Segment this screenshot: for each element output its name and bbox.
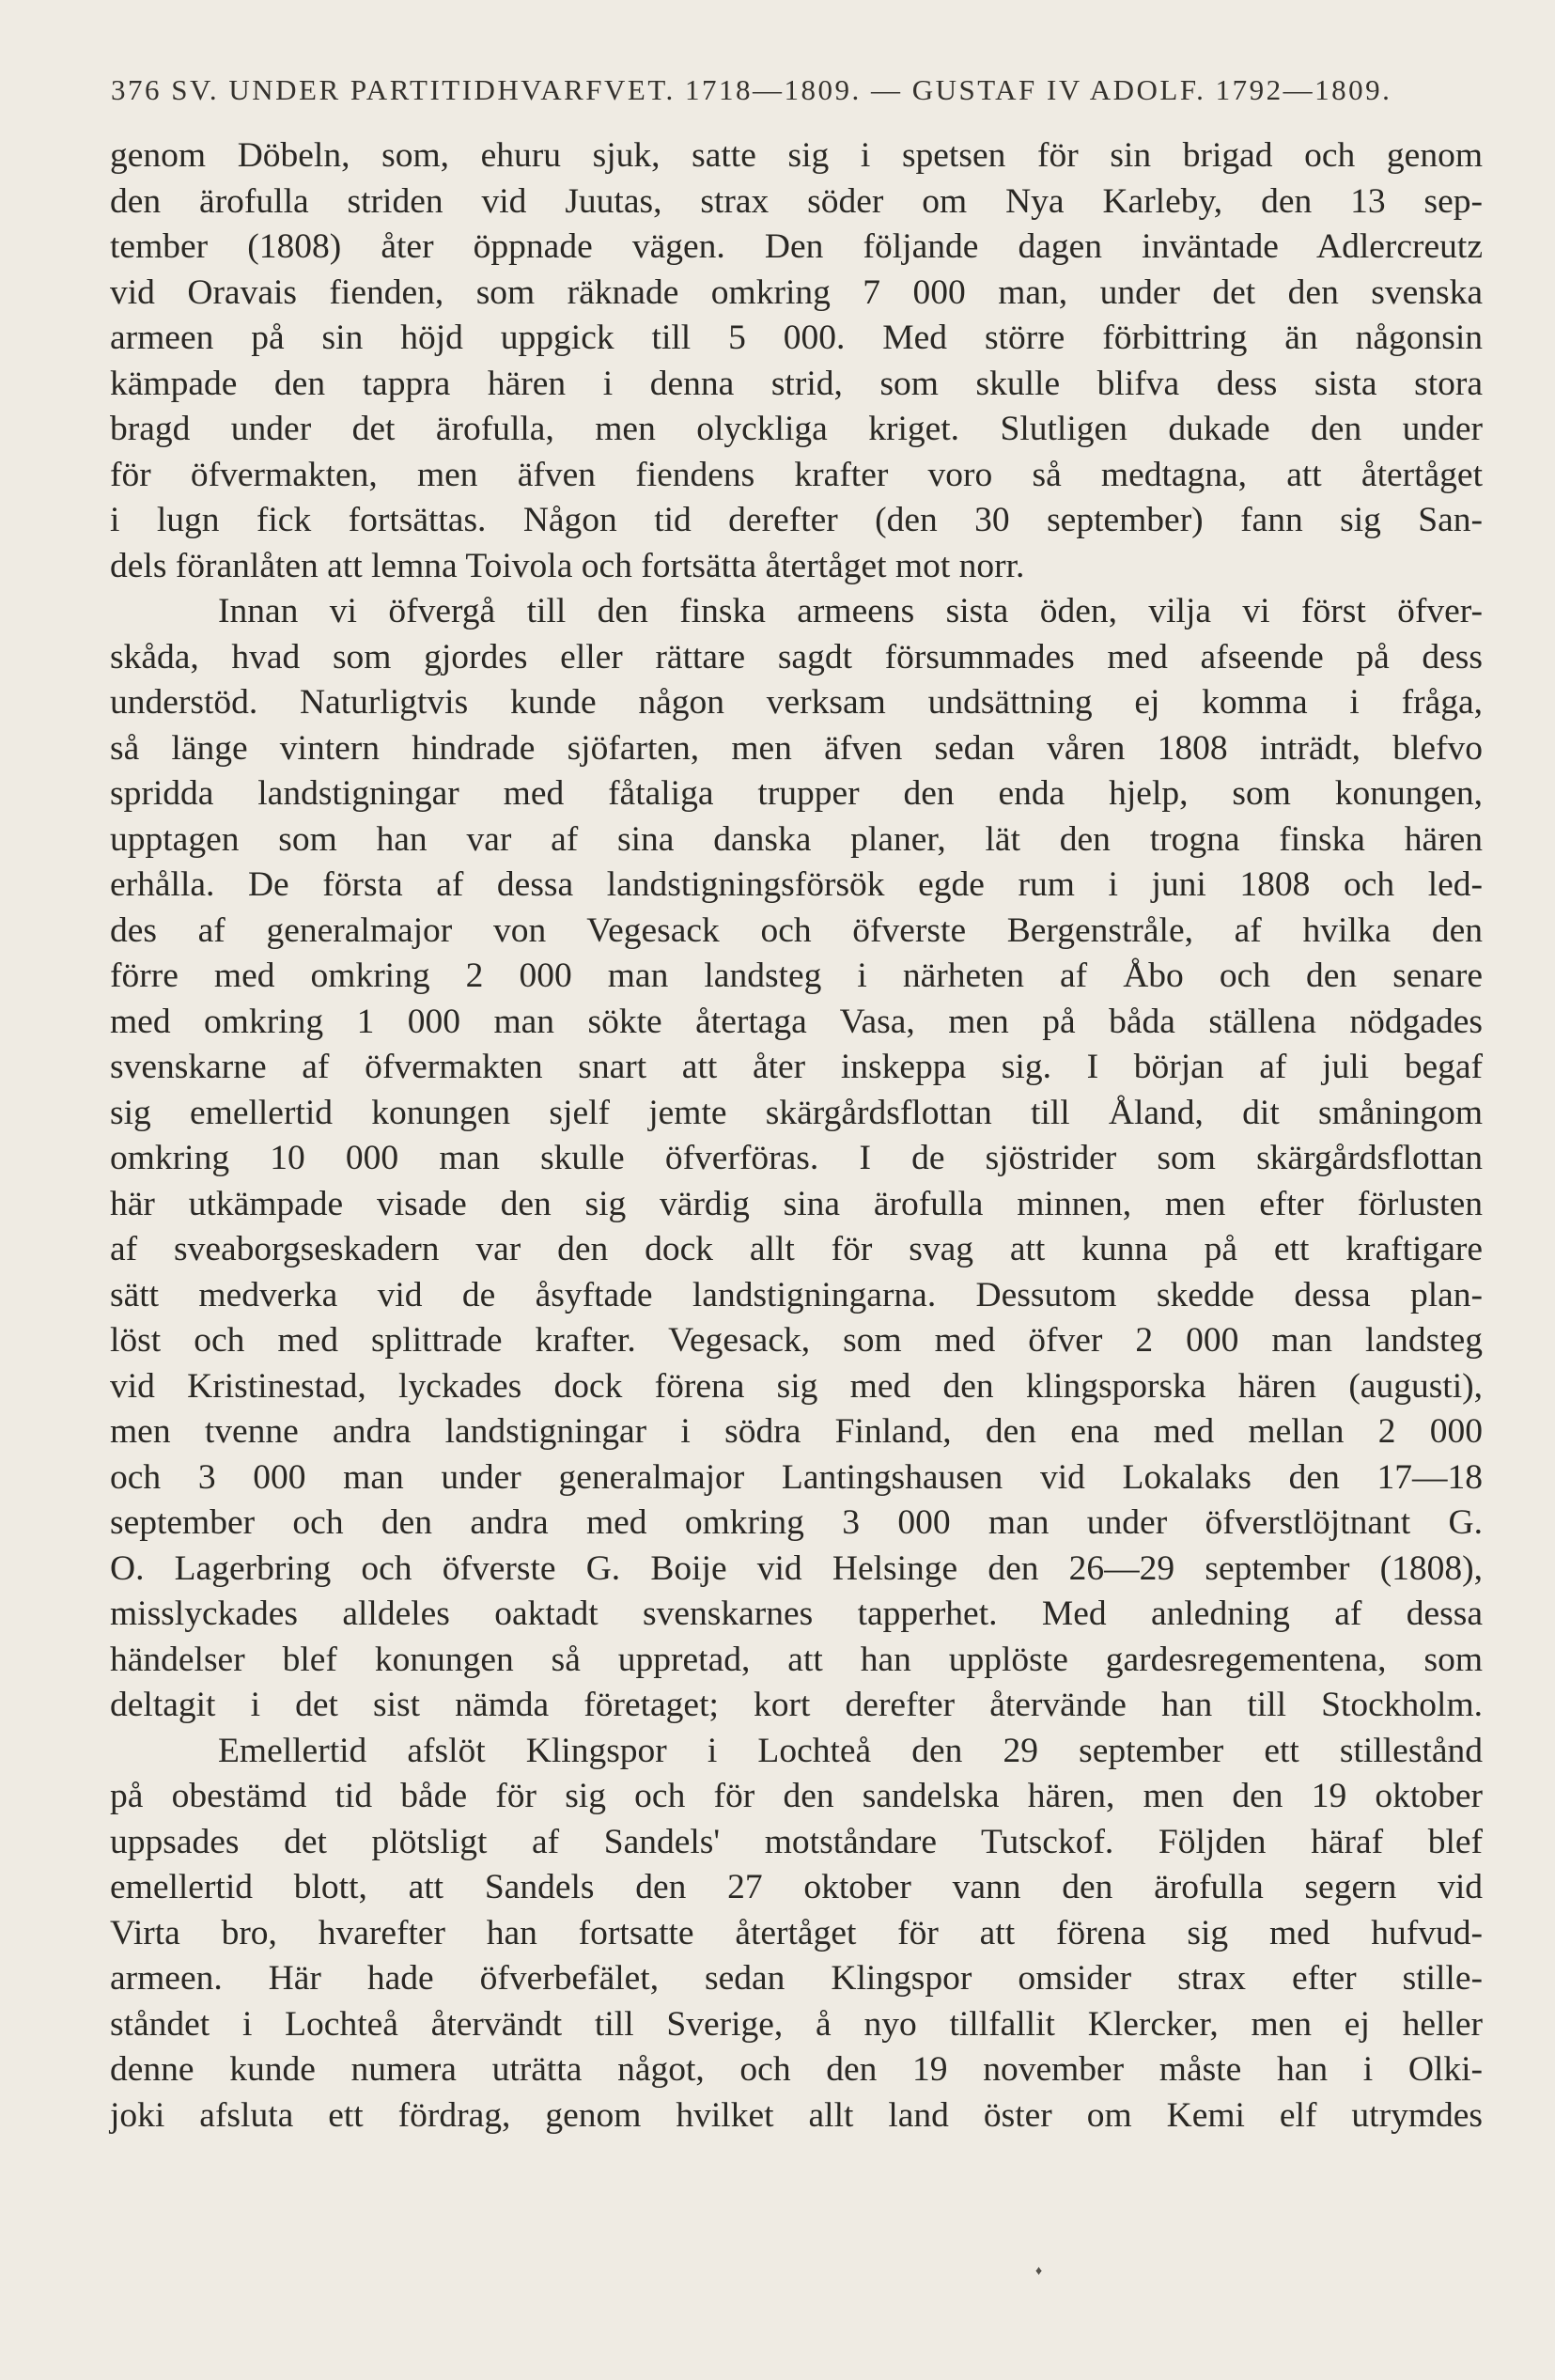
text-line: upptagen som han var af sina danska planer, lät den trogna finska hären — [110, 819, 1483, 859]
text-line: deltagit i det sist nämda företaget; kort derefter återvände han till Stockholm. — [110, 1686, 1483, 1724]
text-line: dels föranlåten att lemna Toivola och fortsätta återtåget mot norr. — [110, 546, 1025, 585]
text-line: den ärofulla striden vid Juutas, strax söder om Nya Karleby, den 13 sep- — [110, 181, 1483, 221]
text-line: vid Kristinestad, lyckades dock förena sig med den klingsporska hären (augusti), — [110, 1366, 1483, 1406]
text-line: Virta bro, hvarefter han fortsatte återtåget för att förena sig med hufvud- — [110, 1913, 1483, 1952]
text-line: och 3 000 man under generalmajor Lantingshausen vid Lokalaks den 17—18 — [110, 1457, 1483, 1497]
text-line: misslyckades alldeles oaktadt svenskarnes tapperhet. Med anledning af dessa — [110, 1594, 1483, 1633]
text-line: joki afsluta ett fördrag, genom hvilket allt land öster om Kemi elf utrymdes — [110, 2095, 1483, 2135]
text-line: ståndet i Lochteå återvändt till Sverige, å nyo tillfallit Klercker, men ej heller — [110, 2004, 1483, 2044]
text-line: sätt medverka vid de åsyftade landstigningarna. Dessutom skedde dessa plan- — [110, 1275, 1483, 1314]
text-line: armeen. Här hade öfverbefälet, sedan Klingspor omsider strax efter stille- — [110, 1959, 1483, 1998]
running-head: 376 SV. UNDER PARTITIDHVARFVET. 1718—1809. — GUSTAF IV ADOLF. 1792—1809. — [111, 73, 1392, 106]
text-line: i lugn fick fortsättas. Någon tid derefter (den 30 september) fann sig San- — [110, 501, 1483, 539]
text-line: O. Lagerbring och öfverste G. Boije vid Helsinge den 26—29 september (1808), — [110, 1548, 1483, 1588]
text-line: denne kunde numera uträtta något, och den 19 november måste han i Olki- — [110, 2050, 1483, 2089]
text-line: för öfvermakten, men äfven fiendens krafter voro så medtagna, att återtåget — [110, 455, 1483, 494]
text-line: uppsades det plötsligt af Sandels' motståndare Tutsckof. Följden häraf blef — [110, 1822, 1483, 1861]
text-line: på obestämd tid både för sig och för den sandelska hären, men den 19 oktober — [110, 1777, 1483, 1815]
text-line: des af generalmajor von Vegesack och öfverste Bergenstråle, af hvilka den — [110, 910, 1483, 950]
text-line: svenskarne af öfvermakten snart att åter inskeppa sig. I början af juli begaf — [110, 1048, 1483, 1086]
text-line: spridda landstigningar med fåtaliga trupper den enda hjelp, som konungen, — [110, 774, 1483, 813]
text-line: kämpade den tappra hären i denna strid, som skulle blifva dess sista stora — [110, 364, 1483, 403]
text-line: understöd. Naturligtvis kunde någon verksam undsättning ej komma i fråga, — [110, 683, 1483, 722]
text-line: genom Döbeln, som, ehuru sjuk, satte sig i spetsen för sin brigad och genom — [110, 136, 1483, 175]
text-line: erhålla. De första af dessa landstigningsförsök egde rum i juni 1808 och led- — [110, 865, 1483, 904]
text-line: af sveaborgseskadern var den dock allt för svag att kunna på ett kraftigare — [110, 1230, 1483, 1268]
text-line: händelser blef konungen så uppretad, att han upplöste gardesregementena, som — [110, 1640, 1483, 1679]
text-line: september och den andra med omkring 3 000 man under öfverstlöjtnant G. — [110, 1503, 1483, 1542]
text-line: tember (1808) åter öppnade vägen. Den följande dagen inväntade Adlercreutz — [110, 227, 1483, 266]
text-line: emellertid blott, att Sandels den 27 oktober vann den ärofulla segern vid — [110, 1868, 1483, 1906]
body-text — [110, 133, 1483, 2139]
text-line: så länge vintern hindrade sjöfarten, men äfven sedan våren 1808 inträdt, blefvo — [110, 728, 1483, 768]
text-line: vid Oravais fienden, som räknade omkring 7 000 man, under det den svenska — [110, 272, 1483, 312]
footer-ornament: ♦ — [1035, 2264, 1043, 2279]
text-line: armeen på sin höjd uppgick till 5 000. Med större förbittring än någonsin — [110, 319, 1483, 357]
text-line: löst och med splittrade krafter. Vegesack, som med öfver 2 000 man landsteg — [110, 1321, 1483, 1360]
text-line: omkring 10 000 man skulle öfverföras. I de sjöstrider som skärgårdsflottan — [110, 1139, 1483, 1177]
text-line: här utkämpade visade den sig värdig sina ärofulla minnen, men efter förlusten — [110, 1184, 1483, 1223]
text-line: förre med omkring 2 000 man landsteg i närheten af Åbo och den senare — [110, 957, 1483, 995]
text-line: skåda, hvad som gjordes eller rättare sagdt försummades med afseende på dess — [110, 637, 1483, 677]
text-line: bragd under det ärofulla, men olyckliga kriget. Slutligen dukade den under — [110, 410, 1483, 448]
text-line: sig emellertid konungen sjelf jemte skärgårdsflottan till Åland, dit småningom — [110, 1093, 1483, 1132]
text-line: Innan vi öfvergå till den finska armeens sista öden, vilja vi först öfver- — [218, 592, 1483, 630]
text-line: men tvenne andra landstigningar i södra Finland, den ena med mellan 2 000 — [110, 1412, 1483, 1451]
text-line: Emellertid afslöt Klingspor i Lochteå den 29 september ett stillestånd — [218, 1731, 1483, 1770]
text-line: med omkring 1 000 man sökte återtaga Vasa, men på båda ställena nödgades — [110, 1002, 1483, 1041]
